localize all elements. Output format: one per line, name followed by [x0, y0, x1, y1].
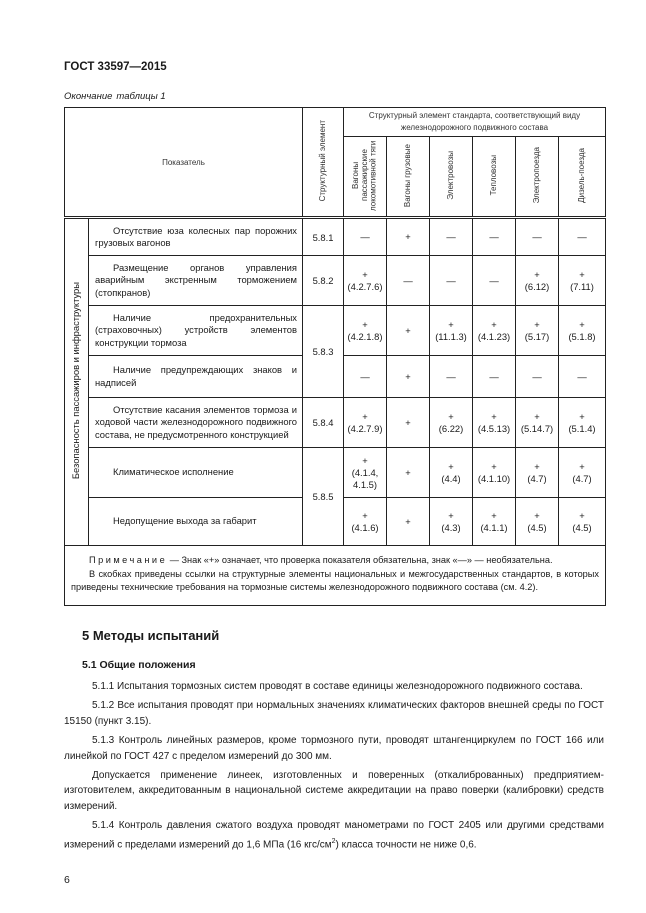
value-cell: + (4.2.1.8): [344, 306, 387, 356]
struct-cell: 5.8.2: [303, 256, 344, 306]
value-cell: + (5.1.8): [559, 306, 606, 356]
table-note: [65, 546, 606, 606]
value-cell: + (5.1.4): [559, 398, 606, 448]
note-label: Примечание: [89, 555, 168, 566]
value-cell: + (4.4): [430, 448, 473, 498]
requirements-table: [64, 107, 606, 606]
value-cell: +: [387, 448, 430, 498]
indicator-cell: Наличие предохранительных (страховочных) устройств элементов конструкции тормоза: [89, 306, 303, 356]
value-cell: —: [344, 356, 387, 398]
value-cell: + (5.17): [516, 306, 559, 356]
page-number: 6: [64, 874, 70, 886]
header-subcolumn: Тепловозы: [473, 137, 516, 218]
value-cell: —: [516, 218, 559, 256]
value-cell: + (4.5): [559, 498, 606, 546]
header-subcolumn: Электровозы: [430, 137, 473, 218]
value-cell: +: [387, 398, 430, 448]
value-cell: —: [473, 218, 516, 256]
value-cell: + (4.3): [430, 498, 473, 546]
indicator-cell: Недопущение выхода за габарит: [89, 498, 303, 546]
header-subcolumn: Дизель-поезда: [559, 137, 606, 218]
value-cell: + (4.1.10): [473, 448, 516, 498]
section-title: 5 Методы испытаний: [82, 628, 220, 643]
note-line2: В скобках приведены ссылки на структурные элементы национальных и межгосударственных стандартов, в которых приведены технические требования на тормозные системы железнодорожного подвижного состава (см. 4.2).: [71, 568, 599, 593]
value-cell: +: [387, 218, 430, 256]
value-cell: —: [430, 356, 473, 398]
header-group: Структурный элемент стандарта, соответствующий виду железнодорожного подвижного состава: [344, 108, 606, 137]
value-cell: + (4.7): [559, 448, 606, 498]
group-label: Безопасность пассажиров и инфраструктуры: [65, 218, 89, 546]
value-cell: —: [559, 356, 606, 398]
indicator-cell: Наличие предупреждающих знаков и надписей: [89, 356, 303, 398]
value-cell: —: [559, 218, 606, 256]
value-cell: +: [387, 306, 430, 356]
value-cell: + (4.7): [516, 448, 559, 498]
value-cell: —: [473, 256, 516, 306]
paragraph: Допускается применение линеек, изготовленных и поверенных (откалиброванных) предприятием-изготовителем, аккредитованным в национальной системе аккредитации на право поверки (калибровки) средств измерений.: [64, 770, 604, 812]
paragraph: 5.1.1 Испытания тормозных систем проводят в составе единицы железнодорожного подвижного состава.: [92, 681, 583, 692]
value-cell: —: [430, 256, 473, 306]
table-row: [65, 398, 606, 448]
value-cell: + (4.5): [516, 498, 559, 546]
caption-label: таблицы 1: [116, 91, 166, 102]
table-row: [65, 256, 606, 306]
value-cell: + (4.1.1): [473, 498, 516, 546]
value-cell: + (5.14.7): [516, 398, 559, 448]
indicator-cell: Климатическое исполнение: [89, 448, 303, 498]
value-cell: —: [387, 256, 430, 306]
value-cell: —: [516, 356, 559, 398]
value-cell: + (7.11): [559, 256, 606, 306]
paragraph: 5.1.3 Контроль линейных размеров, кроме тормозного пути, проводят штангенциркулем по ГОСТ 166 или линейкой по ГОСТ 427 с пределом измерений до 300 мм.: [64, 735, 604, 762]
value-cell: + (4.1.6): [344, 498, 387, 546]
table-caption: [64, 91, 166, 102]
caption-prefix: Окончание: [64, 91, 113, 102]
indicator-cell: Размещение органов управления аварийным экстренным торможением (стопкранов): [89, 256, 303, 306]
struct-cell: 5.8.1: [303, 218, 344, 256]
table-row: [65, 306, 606, 356]
value-cell: + (6.22): [430, 398, 473, 448]
value-cell: —: [473, 356, 516, 398]
header-subcolumn: Вагоны грузовые: [387, 137, 430, 218]
value-cell: +: [387, 356, 430, 398]
header-subcolumn: Электропоезда: [516, 137, 559, 218]
value-cell: + (4.2.7.6): [344, 256, 387, 306]
section-body: [64, 679, 604, 856]
struct-cell: 5.8.5: [303, 448, 344, 546]
note-line1: — Знак «+» означает, что проверка показателя обязательна, знак «—» — необязательна.: [167, 555, 553, 566]
header-struct: Структурный элемент: [303, 108, 344, 218]
value-cell: + (4.5.13): [473, 398, 516, 448]
header-subcolumn: Вагоны пассажирские локомотивной тяги: [344, 137, 387, 218]
paragraph: 5.1.4 Контроль давления сжатого воздуха проводят манометрами по ГОСТ 2405 или другими средствами измерений с пределами измерений до 1,6 МПа (16 кгс/$см^2$) класса точности не ниже 0,6.: [64, 820, 604, 850]
value-cell: + (4.1.23): [473, 306, 516, 356]
value-cell: —: [430, 218, 473, 256]
subsection-title: 5.1 Общие положения: [82, 659, 196, 671]
table-row: [65, 448, 606, 498]
value-cell: —: [344, 218, 387, 256]
document-header: ГОСТ 33597—2015: [64, 61, 167, 73]
header-indicator: Показатель: [65, 108, 303, 218]
indicator-cell: Отсутствие юза колесных пар порожних грузовых вагонов: [89, 218, 303, 256]
value-cell: + (4.1.4, 4.1.5): [344, 448, 387, 498]
struct-cell: 5.8.4: [303, 398, 344, 448]
paragraph: 5.1.2 Все испытания проводят при нормальных значениях климатических факторов внешней среды по ГОСТ 15150 (пункт 3.15).: [64, 700, 604, 727]
value-cell: +: [387, 498, 430, 546]
value-cell: + (11.1.3): [430, 306, 473, 356]
value-cell: + (4.2.7.9): [344, 398, 387, 448]
indicator-cell: Отсутствие касания элементов тормоза и ходовой части железнодорожного подвижного состава, не предусмотренного конструкцией: [89, 398, 303, 448]
struct-cell: 5.8.3: [303, 306, 344, 398]
value-cell: + (6.12): [516, 256, 559, 306]
table-row: [65, 218, 606, 256]
